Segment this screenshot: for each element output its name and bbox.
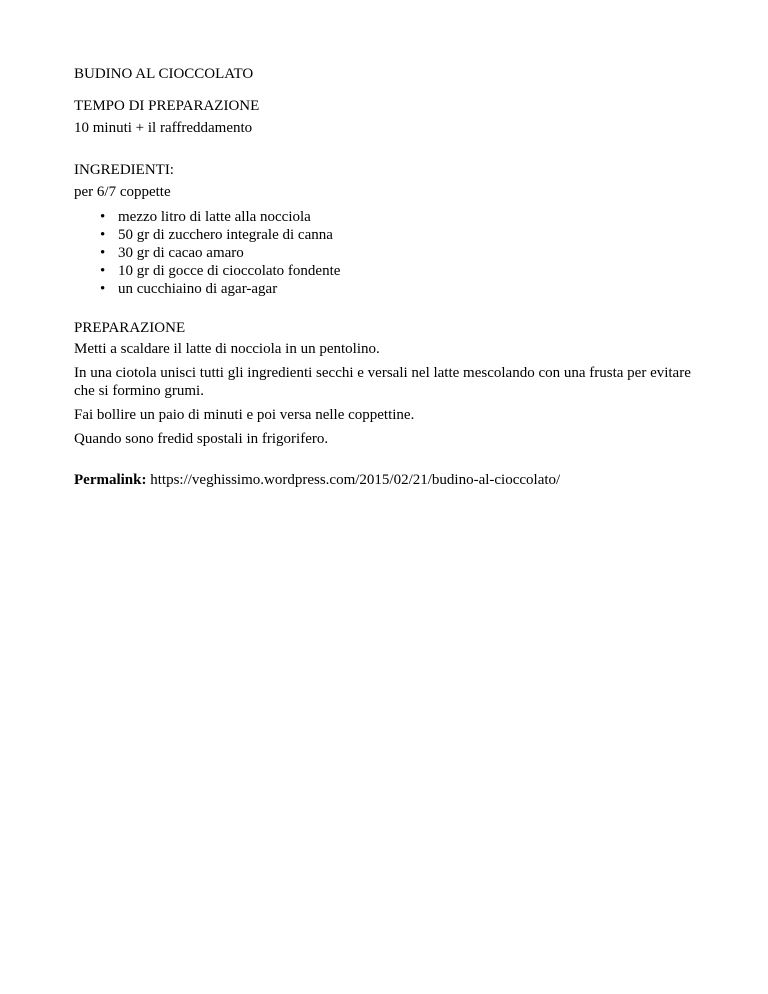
ingredients-heading: INGREDIENTI:	[74, 162, 174, 178]
recipe-title: BUDINO AL CIOCCOLATO	[74, 66, 254, 82]
ingredient-item: • un cucchiaino di agar-agar	[100, 280, 694, 298]
ingredients-list	[74, 208, 694, 298]
recipe-document	[74, 64, 694, 490]
ingredient-item: • 50 gr di zucchero integrale di canna	[100, 226, 694, 244]
permalink-url[interactable]: https://veghissimo.wordpress.com/2015/02/21/budino-al-cioccolato/	[150, 472, 561, 488]
preparation-step: Metti a scaldare il latte di nocciola in un pentolino.	[74, 341, 380, 357]
preparation-step: Quando sono fredid spostali in frigorifero.	[74, 431, 329, 447]
permalink-line	[74, 470, 694, 490]
permalink-label: Permalink:	[74, 472, 147, 488]
ingredient-item: • mezzo litro di latte alla nocciola	[100, 208, 694, 226]
servings-text: per 6/7 coppette	[74, 184, 171, 200]
preparation-section	[74, 318, 694, 448]
preparation-step: In una ciotola unisci tutti gli ingredienti secchi e versali nel latte mescolando con una frusta per evitare che si formino grumi.	[74, 365, 691, 399]
ingredient-item: • 10 gr di gocce di cioccolato fondente	[100, 262, 694, 280]
preparation-heading: PREPARAZIONE	[74, 320, 186, 336]
prep-time-heading: TEMPO DI PREPARAZIONE	[74, 98, 260, 114]
prep-time-value: 10 minuti + il raffreddamento	[74, 120, 253, 136]
preparation-step: Fai bollire un paio di minuti e poi versa nelle coppettine.	[74, 407, 415, 423]
ingredient-item: • 30 gr di cacao amaro	[100, 244, 694, 262]
